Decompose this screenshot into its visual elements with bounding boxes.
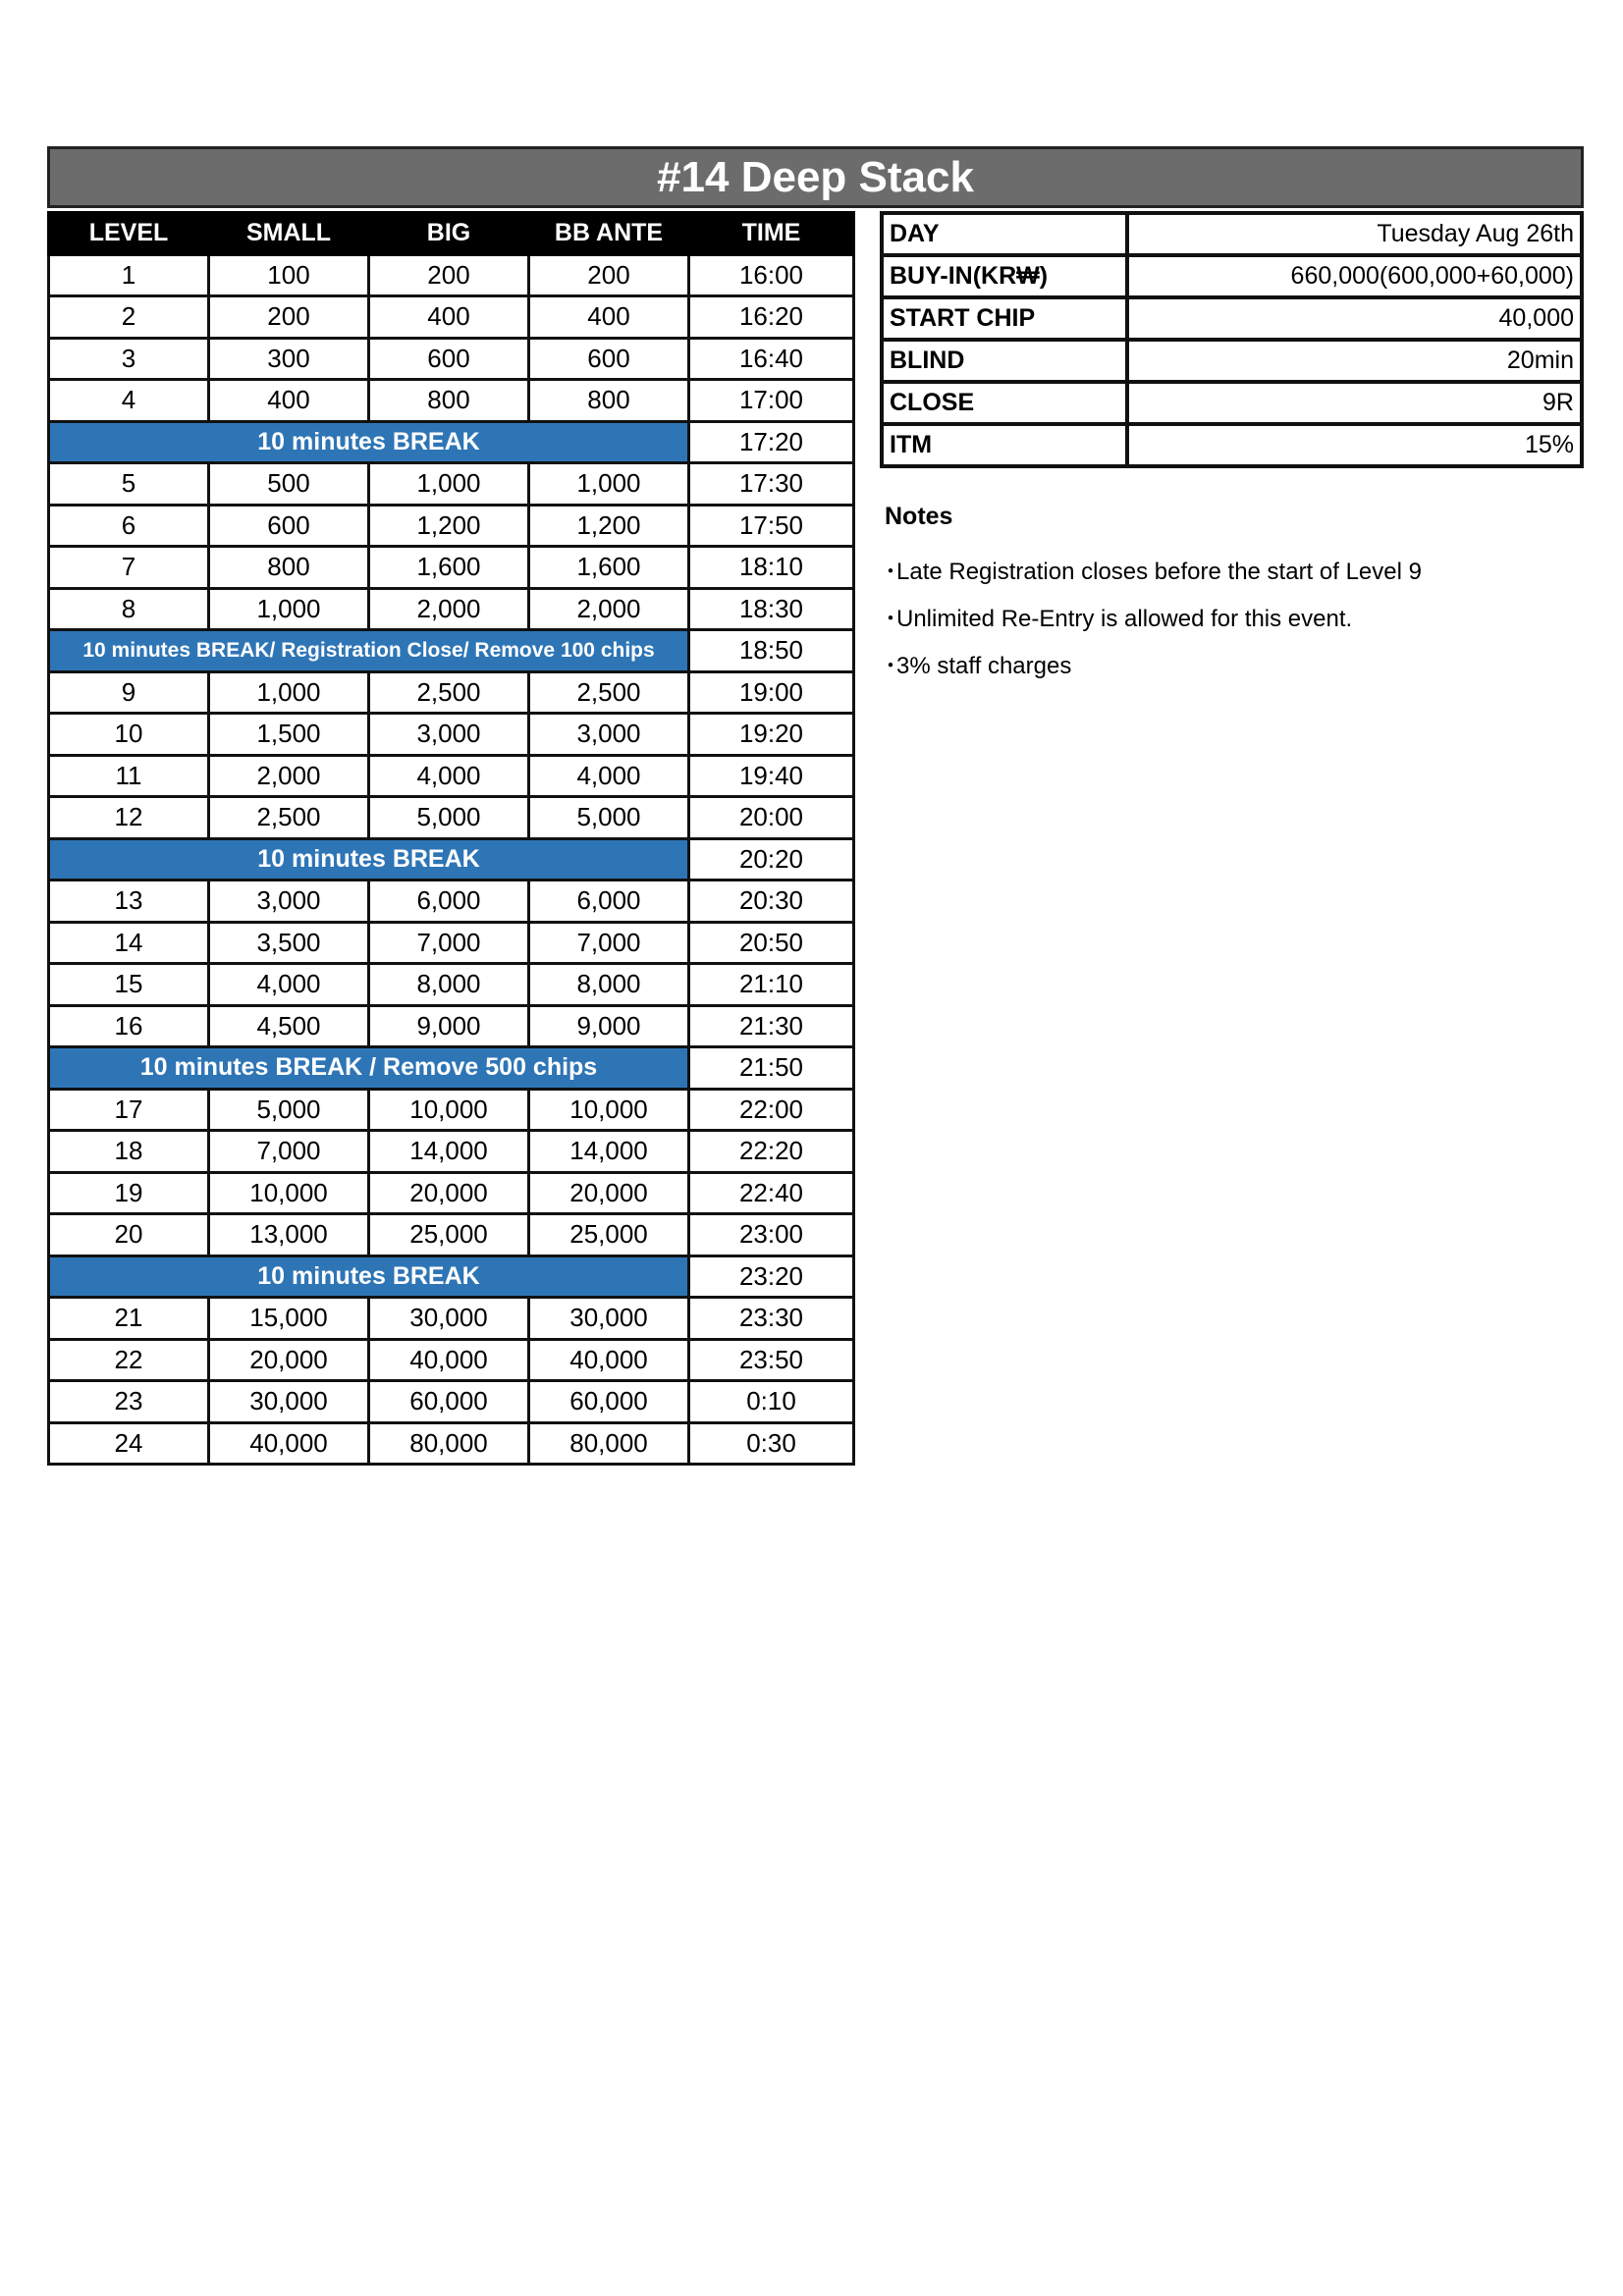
big-blind-cell: 6,000 (369, 881, 529, 923)
bb-ante-cell: 5,000 (529, 797, 689, 839)
small-blind-cell: 10,000 (209, 1172, 369, 1214)
header-level: LEVEL (49, 213, 209, 255)
blind-level-row (49, 671, 854, 714)
time-cell: 23:20 (689, 1255, 854, 1298)
break-row (49, 1255, 854, 1298)
time-cell: 16:20 (689, 296, 854, 339)
bb-ante-cell: 4,000 (529, 755, 689, 797)
level-cell: 4 (49, 380, 209, 422)
bb-ante-cell: 1,200 (529, 505, 689, 547)
event-info-table (880, 211, 1584, 468)
time-cell: 22:20 (689, 1131, 854, 1173)
time-cell: 16:00 (689, 254, 854, 296)
break-label: 10 minutes BREAK (49, 1255, 689, 1298)
level-cell: 18 (49, 1131, 209, 1173)
blind-structure-table (47, 211, 855, 1466)
blind-level-row (49, 588, 854, 630)
info-key: START CHIP (882, 297, 1127, 340)
blind-level-row (49, 1381, 854, 1423)
break-row (49, 630, 854, 672)
time-cell: 19:20 (689, 714, 854, 756)
bb-ante-cell: 10,000 (529, 1089, 689, 1131)
break-label: 10 minutes BREAK (49, 838, 689, 881)
info-key: DAY (882, 213, 1127, 255)
blind-level-row (49, 1005, 854, 1047)
small-blind-cell: 3,000 (209, 881, 369, 923)
small-blind-cell: 2,500 (209, 797, 369, 839)
big-blind-cell: 1,200 (369, 505, 529, 547)
small-blind-cell: 100 (209, 254, 369, 296)
blind-level-row (49, 922, 854, 964)
small-blind-cell: 300 (209, 338, 369, 380)
blind-level-row (49, 797, 854, 839)
blind-level-row (49, 296, 854, 339)
break-label: 10 minutes BREAK (49, 421, 689, 463)
big-blind-cell: 600 (369, 338, 529, 380)
time-cell: 18:50 (689, 630, 854, 672)
big-blind-cell: 8,000 (369, 964, 529, 1006)
big-blind-cell: 20,000 (369, 1172, 529, 1214)
info-row (882, 297, 1582, 340)
notes-section (885, 503, 1572, 690)
bb-ante-cell: 25,000 (529, 1214, 689, 1256)
time-cell: 17:30 (689, 463, 854, 506)
time-cell: 22:40 (689, 1172, 854, 1214)
level-cell: 2 (49, 296, 209, 339)
time-cell: 17:20 (689, 421, 854, 463)
big-blind-cell: 60,000 (369, 1381, 529, 1423)
level-cell: 19 (49, 1172, 209, 1214)
big-blind-cell: 10,000 (369, 1089, 529, 1131)
big-blind-cell: 80,000 (369, 1422, 529, 1465)
header-big: BIG (369, 213, 529, 255)
level-cell: 5 (49, 463, 209, 506)
time-cell: 21:50 (689, 1047, 854, 1090)
small-blind-cell: 5,000 (209, 1089, 369, 1131)
time-cell: 23:30 (689, 1298, 854, 1340)
level-cell: 13 (49, 881, 209, 923)
time-cell: 23:00 (689, 1214, 854, 1256)
level-cell: 3 (49, 338, 209, 380)
level-cell: 20 (49, 1214, 209, 1256)
info-value: 660,000(600,000+60,000) (1127, 255, 1582, 297)
level-cell: 11 (49, 755, 209, 797)
blind-level-row (49, 1339, 854, 1381)
small-blind-cell: 400 (209, 380, 369, 422)
level-cell: 8 (49, 588, 209, 630)
big-blind-cell: 4,000 (369, 755, 529, 797)
bb-ante-cell: 80,000 (529, 1422, 689, 1465)
info-row (882, 382, 1582, 424)
bb-ante-cell: 1,000 (529, 463, 689, 506)
small-blind-cell: 4,000 (209, 964, 369, 1006)
bb-ante-cell: 1,600 (529, 547, 689, 589)
time-cell: 20:00 (689, 797, 854, 839)
info-row (882, 340, 1582, 382)
info-row (882, 213, 1582, 255)
small-blind-cell: 4,500 (209, 1005, 369, 1047)
big-blind-cell: 7,000 (369, 922, 529, 964)
small-blind-cell: 40,000 (209, 1422, 369, 1465)
bb-ante-cell: 6,000 (529, 881, 689, 923)
time-cell: 19:00 (689, 671, 854, 714)
big-blind-cell: 1,600 (369, 547, 529, 589)
big-blind-cell: 25,000 (369, 1214, 529, 1256)
bb-ante-cell: 8,000 (529, 964, 689, 1006)
notes-heading: Notes (885, 503, 953, 530)
break-row (49, 838, 854, 881)
level-cell: 23 (49, 1381, 209, 1423)
time-cell: 21:30 (689, 1005, 854, 1047)
level-cell: 14 (49, 922, 209, 964)
small-blind-cell: 15,000 (209, 1298, 369, 1340)
bb-ante-cell: 40,000 (529, 1339, 689, 1381)
time-cell: 23:50 (689, 1339, 854, 1381)
time-cell: 17:50 (689, 505, 854, 547)
small-blind-cell: 7,000 (209, 1131, 369, 1173)
info-value: Tuesday Aug 26th (1127, 213, 1582, 255)
small-blind-cell: 200 (209, 296, 369, 339)
big-blind-cell: 5,000 (369, 797, 529, 839)
time-cell: 22:00 (689, 1089, 854, 1131)
time-cell: 19:40 (689, 755, 854, 797)
time-cell: 20:30 (689, 881, 854, 923)
level-cell: 22 (49, 1339, 209, 1381)
small-blind-cell: 3,500 (209, 922, 369, 964)
info-key: ITM (882, 424, 1127, 466)
small-blind-cell: 800 (209, 547, 369, 589)
bb-ante-cell: 3,000 (529, 714, 689, 756)
info-value: 9R (1127, 382, 1582, 424)
big-blind-cell: 2,000 (369, 588, 529, 630)
blind-level-row (49, 547, 854, 589)
level-cell: 15 (49, 964, 209, 1006)
level-cell: 10 (49, 714, 209, 756)
level-cell: 12 (49, 797, 209, 839)
info-value: 15% (1127, 424, 1582, 466)
blind-level-row (49, 964, 854, 1006)
blind-level-row (49, 505, 854, 547)
blind-level-row (49, 1131, 854, 1173)
bb-ante-cell: 9,000 (529, 1005, 689, 1047)
info-value: 20min (1127, 340, 1582, 382)
small-blind-cell: 20,000 (209, 1339, 369, 1381)
level-cell: 24 (49, 1422, 209, 1465)
bb-ante-cell: 14,000 (529, 1131, 689, 1173)
break-label: 10 minutes BREAK / Remove 500 chips (49, 1047, 689, 1090)
break-label: 10 minutes BREAK/ Registration Close/ Remove 100 chips (49, 630, 689, 672)
big-blind-cell: 14,000 (369, 1131, 529, 1173)
level-cell: 21 (49, 1298, 209, 1340)
small-blind-cell: 500 (209, 463, 369, 506)
small-blind-cell: 1,500 (209, 714, 369, 756)
page-title: #14 Deep Stack (47, 146, 1584, 208)
break-row (49, 421, 854, 463)
header-small: SMALL (209, 213, 369, 255)
blind-level-row (49, 1298, 854, 1340)
blind-level-row (49, 1172, 854, 1214)
level-cell: 9 (49, 671, 209, 714)
info-key: BUY-IN(KR₩) (882, 255, 1127, 297)
note-item: ･Late Registration closes before the start of Level 9 (885, 559, 1422, 585)
bb-ante-cell: 2,500 (529, 671, 689, 714)
big-blind-cell: 400 (369, 296, 529, 339)
time-cell: 16:40 (689, 338, 854, 380)
info-key: CLOSE (882, 382, 1127, 424)
small-blind-cell: 2,000 (209, 755, 369, 797)
blind-level-row (49, 755, 854, 797)
blind-level-row (49, 254, 854, 296)
time-cell: 21:10 (689, 964, 854, 1006)
bb-ante-cell: 400 (529, 296, 689, 339)
bb-ante-cell: 2,000 (529, 588, 689, 630)
blind-level-row (49, 714, 854, 756)
info-value: 40,000 (1127, 297, 1582, 340)
big-blind-cell: 1,000 (369, 463, 529, 506)
time-cell: 0:30 (689, 1422, 854, 1465)
blind-level-row (49, 338, 854, 380)
time-cell: 0:10 (689, 1381, 854, 1423)
level-cell: 16 (49, 1005, 209, 1047)
blind-level-row (49, 881, 854, 923)
time-cell: 18:30 (689, 588, 854, 630)
big-blind-cell: 9,000 (369, 1005, 529, 1047)
blind-level-row (49, 1422, 854, 1465)
bb-ante-cell: 7,000 (529, 922, 689, 964)
notes-list (885, 549, 1572, 690)
info-row (882, 424, 1582, 466)
small-blind-cell: 1,000 (209, 588, 369, 630)
note-item: ･3% staff charges (885, 653, 1072, 679)
blind-table-header-row (49, 213, 854, 255)
level-cell: 7 (49, 547, 209, 589)
blind-level-row (49, 463, 854, 506)
big-blind-cell: 3,000 (369, 714, 529, 756)
level-cell: 6 (49, 505, 209, 547)
small-blind-cell: 1,000 (209, 671, 369, 714)
note-item: ･Unlimited Re-Entry is allowed for this event. (885, 606, 1353, 632)
level-cell: 17 (49, 1089, 209, 1131)
blind-level-row (49, 1214, 854, 1256)
big-blind-cell: 800 (369, 380, 529, 422)
big-blind-cell: 40,000 (369, 1339, 529, 1381)
blind-level-row (49, 1089, 854, 1131)
info-row (882, 255, 1582, 297)
bb-ante-cell: 800 (529, 380, 689, 422)
level-cell: 1 (49, 254, 209, 296)
bb-ante-cell: 60,000 (529, 1381, 689, 1423)
info-key: BLIND (882, 340, 1127, 382)
bb-ante-cell: 200 (529, 254, 689, 296)
small-blind-cell: 30,000 (209, 1381, 369, 1423)
break-row (49, 1047, 854, 1090)
small-blind-cell: 13,000 (209, 1214, 369, 1256)
time-cell: 17:00 (689, 380, 854, 422)
blind-table-body (49, 254, 854, 1465)
big-blind-cell: 200 (369, 254, 529, 296)
small-blind-cell: 600 (209, 505, 369, 547)
header-bb-ante: BB ANTE (529, 213, 689, 255)
blind-level-row (49, 380, 854, 422)
bb-ante-cell: 30,000 (529, 1298, 689, 1340)
time-cell: 20:50 (689, 922, 854, 964)
bb-ante-cell: 600 (529, 338, 689, 380)
time-cell: 20:20 (689, 838, 854, 881)
big-blind-cell: 30,000 (369, 1298, 529, 1340)
bb-ante-cell: 20,000 (529, 1172, 689, 1214)
header-time: TIME (689, 213, 854, 255)
big-blind-cell: 2,500 (369, 671, 529, 714)
time-cell: 18:10 (689, 547, 854, 589)
